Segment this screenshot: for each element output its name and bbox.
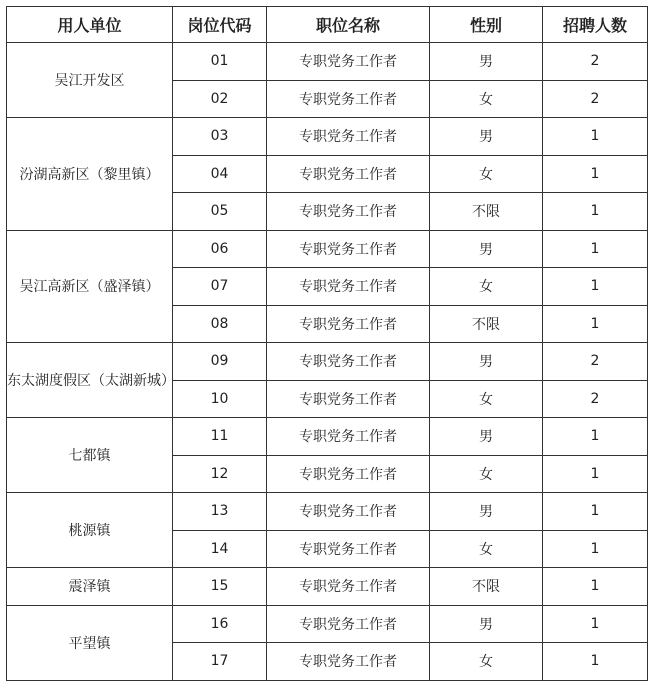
- gender-cell: 男: [430, 493, 543, 531]
- gender-cell: 女: [430, 268, 543, 306]
- gender-cell: 不限: [430, 193, 543, 231]
- position-title-cell: 专职党务工作者: [267, 643, 430, 681]
- position-title-cell: 专职党务工作者: [267, 43, 430, 81]
- gender-cell: 女: [430, 530, 543, 568]
- employer-unit-cell: 七都镇: [7, 418, 173, 493]
- gender-cell: 男: [430, 605, 543, 643]
- position-code-cell: 10: [173, 380, 267, 418]
- hire-count-cell: 1: [543, 643, 648, 681]
- hire-count-cell: 1: [543, 230, 648, 268]
- gender-cell: 女: [430, 380, 543, 418]
- position-title-cell: 专职党务工作者: [267, 155, 430, 193]
- hire-count-cell: 1: [543, 268, 648, 306]
- position-title-cell: 专职党务工作者: [267, 268, 430, 306]
- hire-count-cell: 1: [543, 530, 648, 568]
- gender-cell: 不限: [430, 305, 543, 343]
- table-row: [7, 605, 648, 643]
- position-title-cell: 专职党务工作者: [267, 530, 430, 568]
- gender-cell: 不限: [430, 568, 543, 606]
- gender-cell: 女: [430, 455, 543, 493]
- hire-count-cell: 1: [543, 418, 648, 456]
- gender-cell: 男: [430, 230, 543, 268]
- employer-unit-cell: 震泽镇: [7, 568, 173, 606]
- header-gender: 性别: [430, 7, 543, 43]
- gender-cell: 男: [430, 343, 543, 381]
- hire-count-cell: 1: [543, 493, 648, 531]
- recruitment-table-container: [6, 6, 647, 681]
- gender-cell: 男: [430, 418, 543, 456]
- position-code-cell: 12: [173, 455, 267, 493]
- employer-unit-cell: 吴江高新区（盛泽镇）: [7, 230, 173, 343]
- gender-cell: 女: [430, 155, 543, 193]
- position-title-cell: 专职党务工作者: [267, 493, 430, 531]
- hire-count-cell: 1: [543, 305, 648, 343]
- hire-count-cell: 1: [543, 155, 648, 193]
- position-code-cell: 04: [173, 155, 267, 193]
- hire-count-cell: 1: [543, 455, 648, 493]
- position-title-cell: 专职党务工作者: [267, 455, 430, 493]
- position-title-cell: 专职党务工作者: [267, 343, 430, 381]
- hire-count-cell: 2: [543, 80, 648, 118]
- position-code-cell: 11: [173, 418, 267, 456]
- employer-unit-cell: 桃源镇: [7, 493, 173, 568]
- hire-count-cell: 2: [543, 43, 648, 81]
- position-code-cell: 07: [173, 268, 267, 306]
- position-code-cell: 13: [173, 493, 267, 531]
- position-code-cell: 02: [173, 80, 267, 118]
- employer-unit-cell: 汾湖高新区（黎里镇）: [7, 118, 173, 231]
- header-unit: 用人单位: [7, 7, 173, 43]
- position-title-cell: 专职党务工作者: [267, 568, 430, 606]
- table-row: [7, 493, 648, 531]
- recruitment-table: [6, 6, 648, 681]
- hire-count-cell: 1: [543, 193, 648, 231]
- position-code-cell: 01: [173, 43, 267, 81]
- gender-cell: 男: [430, 118, 543, 156]
- hire-count-cell: 1: [543, 118, 648, 156]
- table-row: [7, 43, 648, 81]
- employer-unit-cell: 平望镇: [7, 605, 173, 680]
- header-title: 职位名称: [267, 7, 430, 43]
- gender-cell: 女: [430, 643, 543, 681]
- position-code-cell: 03: [173, 118, 267, 156]
- hire-count-cell: 1: [543, 568, 648, 606]
- table-row: [7, 418, 648, 456]
- position-code-cell: 06: [173, 230, 267, 268]
- position-code-cell: 08: [173, 305, 267, 343]
- table-row: [7, 230, 648, 268]
- position-title-cell: 专职党务工作者: [267, 418, 430, 456]
- position-code-cell: 14: [173, 530, 267, 568]
- hire-count-cell: 2: [543, 343, 648, 381]
- table-row: [7, 568, 648, 606]
- header-count: 招聘人数: [543, 7, 648, 43]
- position-title-cell: 专职党务工作者: [267, 605, 430, 643]
- position-code-cell: 05: [173, 193, 267, 231]
- gender-cell: 女: [430, 80, 543, 118]
- position-code-cell: 17: [173, 643, 267, 681]
- position-title-cell: 专职党务工作者: [267, 305, 430, 343]
- position-title-cell: 专职党务工作者: [267, 80, 430, 118]
- table-row: [7, 343, 648, 381]
- position-title-cell: 专职党务工作者: [267, 193, 430, 231]
- position-title-cell: 专职党务工作者: [267, 118, 430, 156]
- header-row: [7, 7, 648, 43]
- gender-cell: 男: [430, 43, 543, 81]
- header-code: 岗位代码: [173, 7, 267, 43]
- hire-count-cell: 2: [543, 380, 648, 418]
- position-title-cell: 专职党务工作者: [267, 230, 430, 268]
- table-body: [7, 43, 648, 681]
- hire-count-cell: 1: [543, 605, 648, 643]
- position-code-cell: 15: [173, 568, 267, 606]
- employer-unit-cell: 吴江开发区: [7, 43, 173, 118]
- position-title-cell: 专职党务工作者: [267, 380, 430, 418]
- position-code-cell: 09: [173, 343, 267, 381]
- table-row: [7, 118, 648, 156]
- position-code-cell: 16: [173, 605, 267, 643]
- employer-unit-cell: 东太湖度假区（太湖新城）: [7, 343, 173, 418]
